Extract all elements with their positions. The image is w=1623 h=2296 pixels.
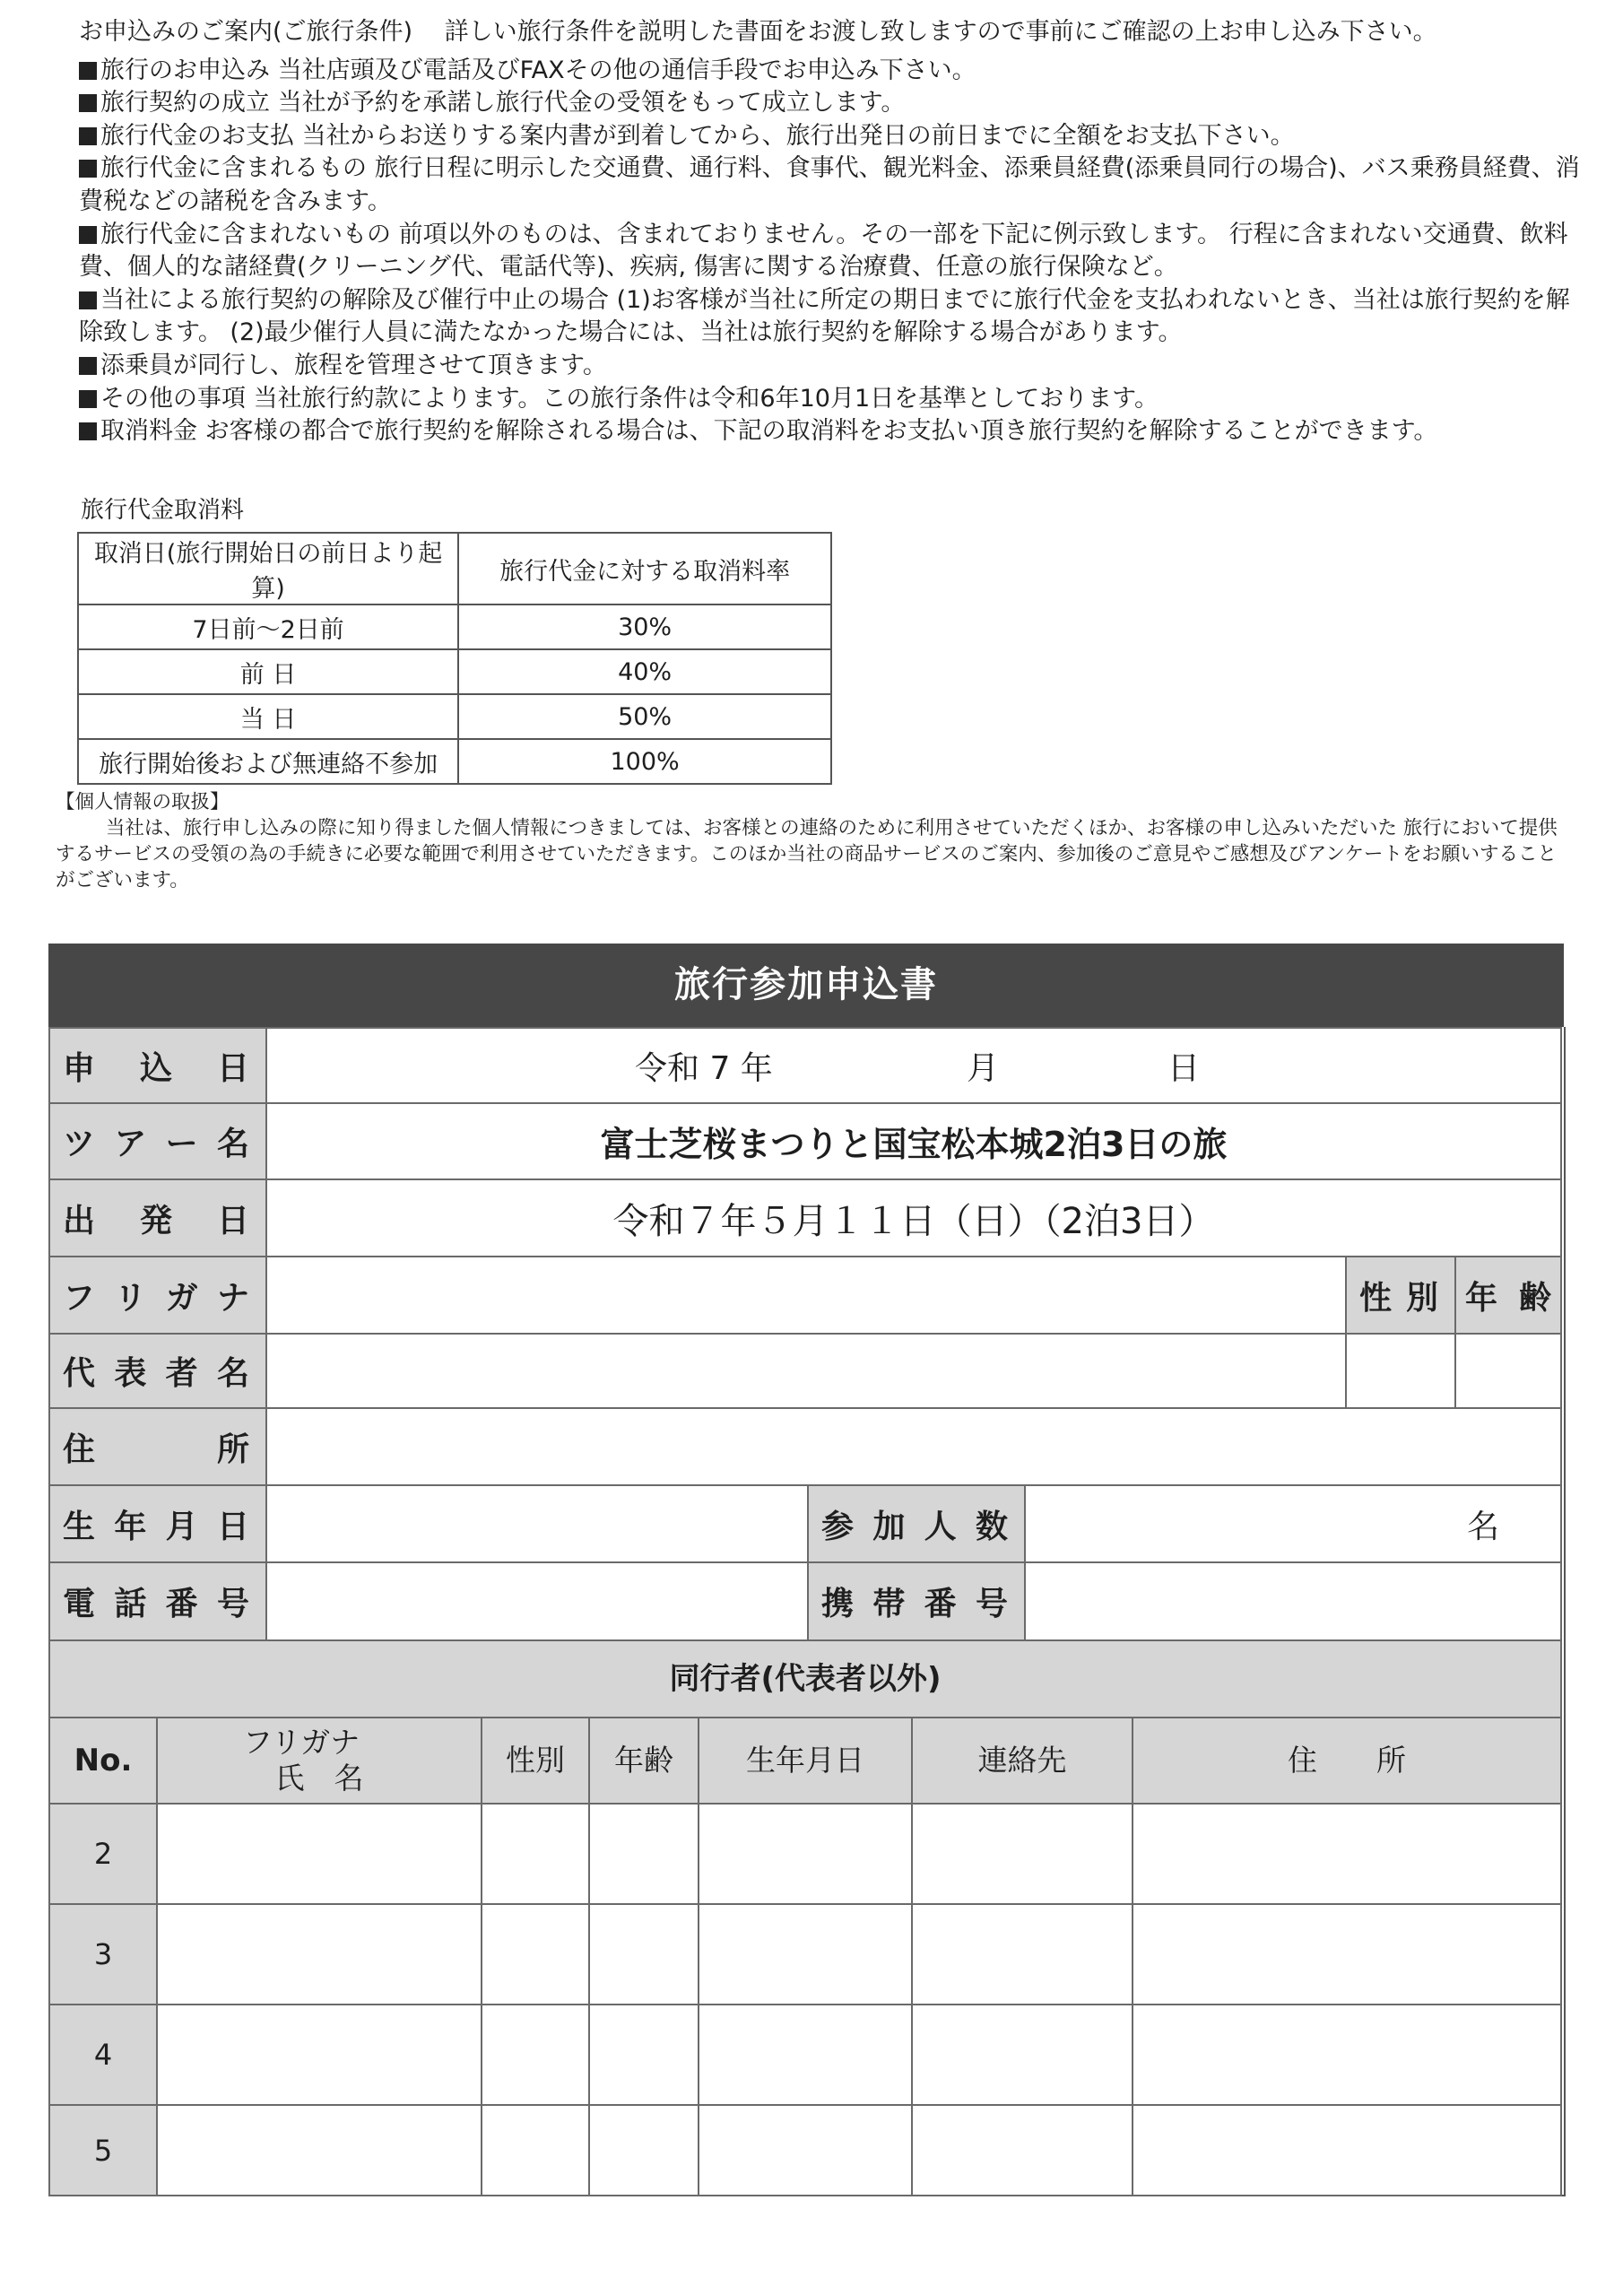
companion-gender-input[interactable]	[481, 2104, 590, 2196]
condition-item: 旅行のお申込み 当社店頭及び電話及びFAXその他の通信手段でお申込み下さい。	[79, 55, 1585, 88]
condition-item: その他の事項 当社旅行約款によります。この旅行条件は令和6年10月1日を基準としております。	[79, 383, 1585, 416]
cancel-rate: 40%	[458, 649, 831, 694]
departure-date: 令和７年５月１１日（日）（2泊3日）	[612, 1200, 1215, 1242]
participants-input[interactable]	[1024, 1484, 1562, 1563]
tour-name-label: ツ ア ー 名	[48, 1102, 267, 1180]
cancel-day: 旅行開始後および無連絡不参加	[78, 739, 458, 784]
age-input[interactable]	[1454, 1333, 1562, 1409]
companion-row-number: 5	[48, 2104, 158, 2196]
companion-birth-input[interactable]	[698, 1903, 913, 2005]
apply-date-era: 令和 7 年	[635, 1049, 773, 1087]
companion-row-number: 4	[48, 2004, 158, 2106]
square-bullet-icon	[79, 357, 97, 375]
companion-contact-input[interactable]	[911, 2004, 1133, 2106]
representative-name-input[interactable]	[265, 1333, 1347, 1409]
full-name-header: 氏 名	[274, 1761, 364, 1796]
companion-name-input[interactable]	[156, 1903, 482, 2005]
departure-date-label: 出 発 日	[48, 1178, 267, 1257]
cancel-rate: 100%	[458, 739, 831, 784]
cancel-day: 7日前～2日前	[78, 604, 458, 649]
companion-age-input[interactable]	[588, 2004, 699, 2106]
cancel-rate: 50%	[458, 694, 831, 739]
conditions-intro: お申込みのご案内(ご旅行条件) 詳しい旅行条件を説明した書面をお渡し致しますので事前にご確認の上お申し込み下さい。	[79, 18, 1437, 46]
condition-item: 旅行契約の成立 当社が予約を承諾し旅行代金の受領をもって成立します。	[79, 87, 1585, 120]
tour-name: 富士芝桜まつりと国宝松本城2泊3日の旅	[600, 1125, 1228, 1164]
cancel-day: 前 日	[78, 649, 458, 694]
companion-birth-header: 生年月日	[698, 1717, 913, 1805]
companion-address-input[interactable]	[1132, 1803, 1562, 1905]
tour-name-field	[265, 1102, 1562, 1180]
companion-address-header: 住 所	[1132, 1717, 1562, 1805]
companion-contact-input[interactable]	[911, 2104, 1133, 2196]
table-row	[78, 649, 831, 694]
companion-gender-input[interactable]	[481, 2004, 590, 2106]
table-row	[78, 694, 831, 739]
condition-item: 当社による旅行契約の解除及び催行中止の場合 (1)お客様が当社に所定の期日までに旅行代金を支払われないとき、当社は旅行契約を解除致します。 (2)最少催行人員に満たなかった場合には、当社は旅行契約を解除する場合があります。	[79, 285, 1570, 347]
furigana-label: フ リ ガ ナ	[48, 1256, 267, 1335]
cancel-day-header: 取消日(旅行開始日の前日より起算)	[78, 533, 458, 604]
address-input[interactable]	[265, 1407, 1562, 1486]
form-title: 旅行参加申込書	[48, 944, 1564, 1027]
no-header: No.	[48, 1717, 158, 1805]
furigana-header: フリガナ	[242, 1725, 360, 1760]
companion-address-input[interactable]	[1132, 2004, 1562, 2106]
square-bullet-icon	[79, 291, 97, 309]
companion-age-input[interactable]	[588, 2104, 699, 2196]
companion-row-number: 2	[48, 1803, 158, 1905]
companion-birth-input[interactable]	[698, 1803, 913, 1905]
companion-age-input[interactable]	[588, 1803, 699, 1905]
companion-birth-input[interactable]	[698, 2004, 913, 2106]
mobile-input[interactable]	[1024, 1561, 1562, 1641]
companion-row-number: 3	[48, 1903, 158, 2005]
apply-date-month: 月	[967, 1049, 1000, 1087]
companion-age-header: 年齢	[588, 1717, 699, 1805]
birth-date-input[interactable]	[265, 1484, 809, 1563]
companion-gender-header: 性別	[481, 1717, 590, 1805]
name-header	[156, 1717, 482, 1805]
square-bullet-icon	[79, 390, 97, 408]
companion-contact-input[interactable]	[911, 1803, 1133, 1905]
companions-title: 同行者(代表者以外)	[48, 1639, 1562, 1718]
cancel-rate-header: 旅行代金に対する取消料率	[458, 533, 831, 604]
companion-name-input[interactable]	[156, 1803, 482, 1905]
table-row	[78, 604, 831, 649]
companion-address-input[interactable]	[1132, 2104, 1562, 2196]
condition-item: 旅行代金に含まれないもの 前項以外のものは、含まれておりません。その一部を下記に例示致します。 行程に含まれない交通費、飲料費、個人的な諸経費(クリーニング代、電話代等)、疾病, 傷害に関する治療費、任意の旅行保険など。	[79, 220, 1568, 282]
cancel-day: 当 日	[78, 694, 458, 739]
table-row	[78, 739, 831, 784]
condition-item: 添乗員が同行し、旅程を管理させて頂きます。	[79, 350, 1585, 383]
square-bullet-icon	[79, 94, 97, 112]
square-bullet-icon	[79, 422, 97, 440]
gender-input[interactable]	[1345, 1333, 1456, 1409]
phone-label: 電 話 番 号	[48, 1561, 267, 1641]
address-label: 住 所	[48, 1407, 267, 1486]
companion-name-input[interactable]	[156, 2004, 482, 2106]
companion-address-input[interactable]	[1132, 1903, 1562, 2005]
privacy-heading: 【個人情報の取扱】	[56, 791, 230, 813]
square-bullet-icon	[79, 127, 97, 145]
condition-item: 取消料金 お客様の都合で旅行契約を解除される場合は、下記の取消料をお支払い頂き旅行契約を解除することができます。	[79, 415, 1585, 448]
companion-contact-header: 連絡先	[911, 1717, 1133, 1805]
condition-item: 旅行代金に含まれるもの 旅行日程に明示した交通費、通行料、食事代、観光料金、添乗員経費(添乗員同行の場合)、バス乗務員経費、消費税などの諸税を含みます。	[79, 154, 1580, 215]
cancel-rate: 30%	[458, 604, 831, 649]
privacy-notice	[56, 789, 1571, 893]
square-bullet-icon	[79, 62, 97, 80]
furigana-input[interactable]	[265, 1256, 1347, 1335]
privacy-body: 当社は、旅行申し込みの際に知り得ました個人情報につきましては、お客様との連絡のために利用させていただくほか、お客様の申し込みいただいた 旅行において提供するサービスの受領の為の手続きに必要な範囲で利用させていただきます。このほか当社の商品サービスのご案内、参加後のご意見やご感想及びアンケートをお願いすることがございます。	[56, 817, 1558, 891]
apply-date-label: 申 込 日	[48, 1027, 267, 1104]
companion-name-input[interactable]	[156, 2104, 482, 2196]
cancel-fee-caption: 旅行代金取消料	[81, 497, 245, 524]
apply-date-field[interactable]	[265, 1027, 1562, 1104]
companion-gender-input[interactable]	[481, 1803, 590, 1905]
condition-item: 旅行代金のお支払 当社からお送りする案内書が到着してから、旅行出発日の前日までに全額をお支払下さい。	[79, 120, 1585, 153]
age-label: 年 齢	[1454, 1256, 1562, 1335]
participants-label: 参 加 人 数	[807, 1484, 1026, 1563]
companion-age-input[interactable]	[588, 1903, 699, 2005]
phone-input[interactable]	[265, 1561, 809, 1641]
departure-date-field	[265, 1178, 1562, 1257]
square-bullet-icon	[79, 160, 97, 178]
companion-contact-input[interactable]	[911, 1903, 1133, 2005]
table-header-row	[78, 533, 831, 604]
companion-birth-input[interactable]	[698, 2104, 913, 2196]
mobile-label: 携 帯 番 号	[807, 1561, 1026, 1641]
gender-label: 性 別	[1345, 1256, 1456, 1335]
birth-date-label: 生 年 月 日	[48, 1484, 267, 1563]
apply-date-day: 日	[1167, 1049, 1201, 1087]
cancel-fee-table	[77, 532, 832, 785]
participants-unit: 名	[1466, 1508, 1499, 1545]
square-bullet-icon	[79, 226, 97, 244]
travel-conditions	[79, 16, 1585, 448]
representative-name-label: 代 表 者 名	[48, 1333, 267, 1409]
companion-gender-input[interactable]	[481, 1903, 590, 2005]
